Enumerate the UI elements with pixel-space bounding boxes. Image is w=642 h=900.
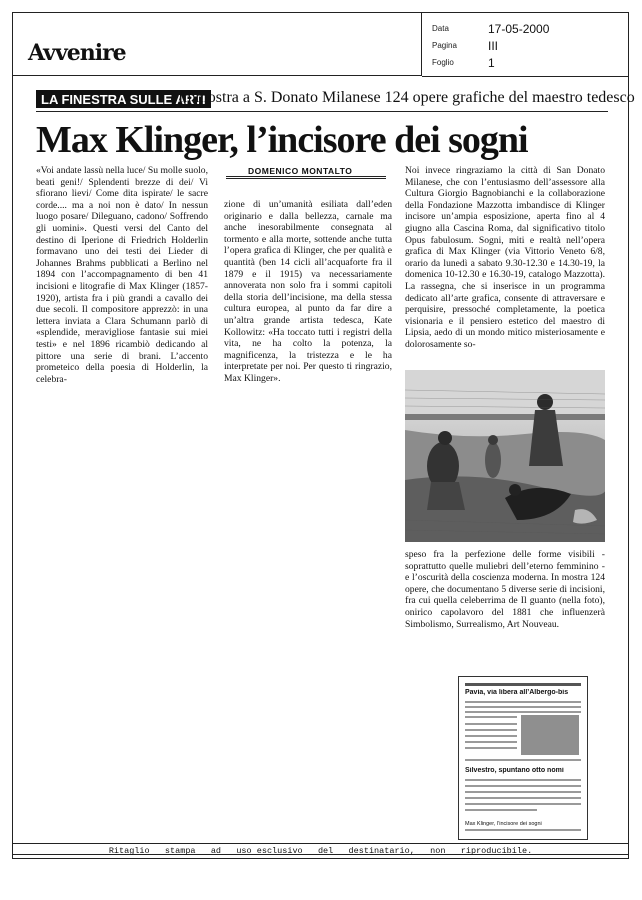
article-column-3 xyxy=(405,165,605,351)
meta-value-sheet: 1 xyxy=(488,55,495,70)
engraving-photo xyxy=(405,370,605,542)
meta-label-date: Data xyxy=(432,24,449,33)
kicker-divider xyxy=(36,111,608,112)
thumbnail-line xyxy=(465,829,581,831)
column-3-text: Noi invece ringraziamo la città di San Donato Milanese, che con l’entusiasmo dell’assessore alla Cultura Giorgio Bagnobianchi e la collaborazione della Fondazione Mazzotta imbandisce di Klinger incisore un’ampia esposizione, aperta fino al 4 giugno alla Cascina Roma, dal significativo titolo Opus fabulosum. Sogni, miti e realtà nell’opera grafica di Max Klinger (via Vittorio Veneto 6/8, orario da lunedì a sabato 9.30-12.30 e 14.30-19, la domenica 10-12.30 e 16.30-19, catalogo Mazzotta). La rassegna, che si inserisce in un programma dedicato all’arte grafica, consente di attraversare e perquisire, pressoché completamente, la poetica visionaria e il pensiero estetico del maestro di Lipsia, aedo di un mondo mitico misteriosamente e dolorosamente so- xyxy=(405,165,605,350)
meta-value-date: 17-05-2000 xyxy=(488,21,550,36)
thumbnail-photo xyxy=(521,715,579,755)
thumbnail-line xyxy=(465,735,517,737)
thumbnail-line xyxy=(465,785,581,787)
thumbnail-line xyxy=(465,791,581,793)
thumbnail-line xyxy=(465,716,517,718)
thumbnail-line xyxy=(465,701,581,703)
section-kicker: LA FINESTRA SULLE ARTI xyxy=(36,90,211,108)
clipping-disclaimer: Ritaglio stampa ad uso esclusivo del destinatario, non riproducibile. xyxy=(12,843,629,859)
article-subheading: In mostra a S. Donato Milanese 124 opere grafiche del maestro tedesco xyxy=(178,89,635,106)
thumbnail-line xyxy=(465,759,581,761)
column-4-text: speso fra la perfezione delle forme visibili - soprattutto quelle muliebri dell’eterno femminino - e l’oscurità della coscienza moderna. In mostra 124 opere, che documentano 5 diverse serie di incisioni, fra cui quella celeberrima de Il guanto (nella foto), onirico capolavoro del 1881 che influenzerà Simbolismo, Surrealismo, Art Nouveau. xyxy=(405,549,605,630)
newspaper-logo: Avvenire xyxy=(28,40,126,66)
thumbnail-line xyxy=(465,741,517,743)
thumbnail-headline: Pavia, via libera all’Albergo-bis xyxy=(465,689,569,696)
meta-value-page: III xyxy=(488,38,499,53)
thumbnail-line xyxy=(465,729,517,731)
thumbnail-line xyxy=(465,723,517,725)
meta-label-sheet: Foglio xyxy=(432,58,454,67)
article-column-1 xyxy=(36,165,208,385)
meta-divider xyxy=(422,76,629,77)
thumbnail-line xyxy=(465,779,581,781)
thumbnail-line xyxy=(465,797,581,799)
column-2-text: zione di un’umanità esiliata dall’eden originario e dalla bellezza, carnale ma anche inesorabilmente consegnata al tormento e alla morte, sottende anche tutta l’opera grafica di Klinger, che per qualità e quantità (ben 14 cicli all’acquaforte fra il 1879 e il 1915) va necessariamente annoverata non solo fra i sommi capitoli della storia dell’incisione, ma della stessa cultura europea, al punto da far dire a un’altra grande artista tedesca, Kate Kollowitz: «Ha toccato tutti i registri della vita, ne ha colto la potenza, la magnificenza, la tristezza e le ha interpretate per noi. Per questo ti ringrazio, Max Klinger». xyxy=(224,199,392,384)
article-kicker-bar xyxy=(36,89,635,112)
thumbnail-headline-2: Silvestro, spuntano otto nomi xyxy=(465,767,564,774)
meta-label-page: Pagina xyxy=(432,41,457,50)
column-1-text: «Voi andate lassù nella luce/ Su molle suolo, beati geni!/ Splendenti brezze di dei/ Vi sfiorano lievi/ Come dita ispirate/ le sacre corde.... ma a noi non è dato/ In nessun luogo posare/ Dileguano, cadono/ Soffrendo gli uomini». Questi versi del Canto del destino di Iperione di Friedrich Holderlin formavano uno dei testi dei Lieder di Johannes Brahms pubblicati a Berlino nel 1894 con l’accompagnamento di ben 41 incisioni e litografie di Max Klinger (1857-1920), artista fra i più grandi a cavallo dei due secoli. Il compositore apprezzò: in una lettera inviata a Clara Schumann parlò di «splendide, meravigliose fantasie sui miei testi» e nel 1896 ricambiò dedicando al pittore una serie di brani. L’accento prometeico della poesia di Holderlin, la celebra- xyxy=(36,165,208,385)
engraving-illustration xyxy=(405,370,605,542)
thumbnail-line xyxy=(465,711,581,713)
thumbnail-line xyxy=(465,803,581,805)
thumbnail-line xyxy=(465,706,581,708)
meta-row-page xyxy=(432,37,622,54)
thumbnail-line xyxy=(465,809,537,811)
article-title: Max Klinger, l’incisore dei sogni xyxy=(36,119,528,161)
thumbnail-masthead xyxy=(465,683,581,686)
thumbnail-footer: Max Klinger, l’incisore dei sogni xyxy=(465,821,542,827)
clipping-metadata xyxy=(432,20,622,71)
meta-row-sheet xyxy=(432,54,622,71)
thumbnail-line xyxy=(465,747,517,749)
article-column-2 xyxy=(224,199,392,385)
article-byline: DOMENICO MONTALTO xyxy=(248,166,353,176)
article-column-4 xyxy=(405,549,605,630)
page-thumbnail xyxy=(458,676,588,840)
byline-rule-bottom xyxy=(226,178,386,179)
meta-row-date xyxy=(432,20,622,37)
byline-rule-top xyxy=(226,176,386,177)
